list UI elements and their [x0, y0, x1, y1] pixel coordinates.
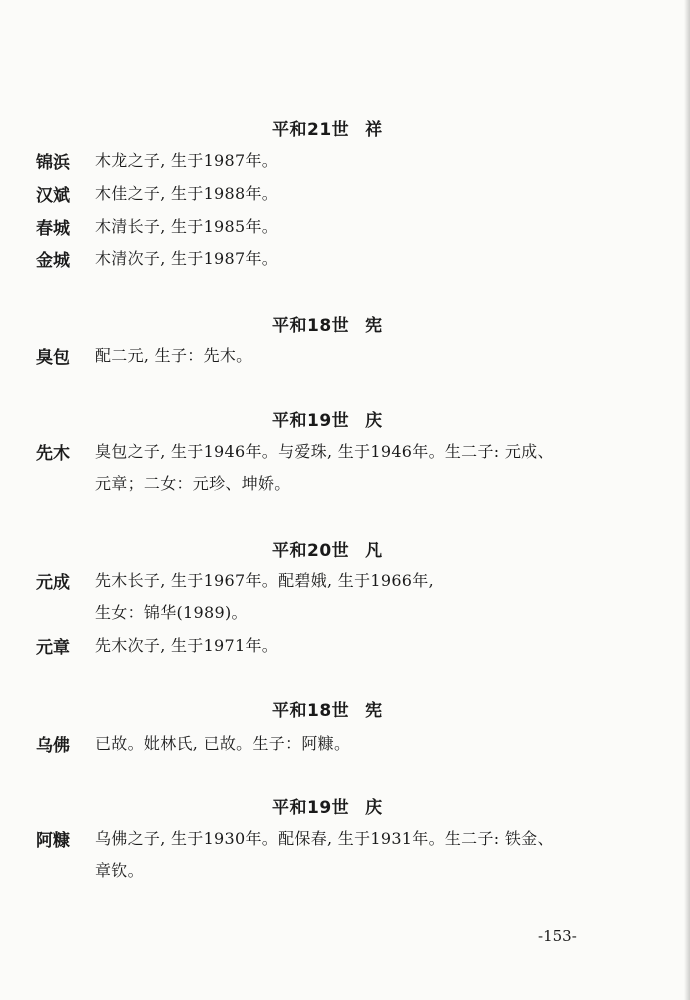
generation-label: 平和19世 — [272, 798, 350, 818]
generation-character: 凡 — [365, 541, 383, 561]
generation-character: 宪 — [365, 316, 383, 336]
section-heading — [272, 115, 383, 140]
generation-character: 宪 — [365, 701, 383, 721]
generation-character: 庆 — [365, 798, 383, 818]
section-heading — [272, 793, 383, 818]
person-description: 已故。妣林氏, 已故。生子：阿糠。 — [95, 734, 351, 753]
section-heading — [272, 311, 383, 336]
person-name: 金城 — [36, 251, 70, 271]
person-name: 汉斌 — [36, 186, 70, 206]
person-description: 木清次子, 生于1987年。 — [95, 249, 279, 268]
section-heading — [272, 406, 383, 431]
page-number: -153- — [538, 927, 577, 945]
person-description: 乌佛之子, 生于1930年。配保春, 生于1931年。生二子: 铁金、 — [95, 829, 554, 848]
generation-label: 平和19世 — [272, 411, 350, 431]
person-name: 臭包 — [36, 348, 70, 368]
person-name: 锦浜 — [36, 153, 70, 173]
generation-character: 庆 — [365, 411, 383, 431]
person-description: 配二元, 生子：先木。 — [95, 346, 253, 365]
section-heading — [272, 696, 383, 721]
person-description: 木清长子, 生于1985年。 — [95, 217, 279, 236]
person-description: 木佳之子, 生于1988年。 — [95, 184, 279, 203]
person-description-continued: 章钦。 — [95, 861, 144, 880]
person-description: 木龙之子, 生于1987年。 — [95, 151, 279, 170]
person-description: 臭包之子, 生于1946年。与爱珠, 生于1946年。生二子: 元成、 — [95, 442, 554, 461]
section-heading — [272, 536, 383, 561]
person-name: 春城 — [36, 219, 70, 239]
person-name: 阿糠 — [36, 831, 70, 851]
person-description: 先木次子, 生于1971年。 — [95, 636, 279, 655]
page-edge-shadow — [684, 0, 690, 1000]
generation-label: 平和18世 — [272, 316, 350, 336]
generation-label: 平和21世 — [272, 120, 350, 140]
person-description: 先木长子, 生于1967年。配碧娥, 生于1966年, — [95, 571, 434, 590]
person-description-continued: 元章；二女：元珍、坤娇。 — [95, 474, 291, 493]
generation-label: 平和20世 — [272, 541, 350, 561]
person-name: 先木 — [36, 444, 70, 464]
person-name: 元章 — [36, 638, 70, 658]
person-name: 元成 — [36, 573, 70, 593]
generation-character: 祥 — [365, 120, 383, 140]
person-name: 乌佛 — [36, 736, 70, 756]
person-description-continued: 生女：锦华(1989)。 — [95, 603, 248, 622]
generation-label: 平和18世 — [272, 701, 350, 721]
